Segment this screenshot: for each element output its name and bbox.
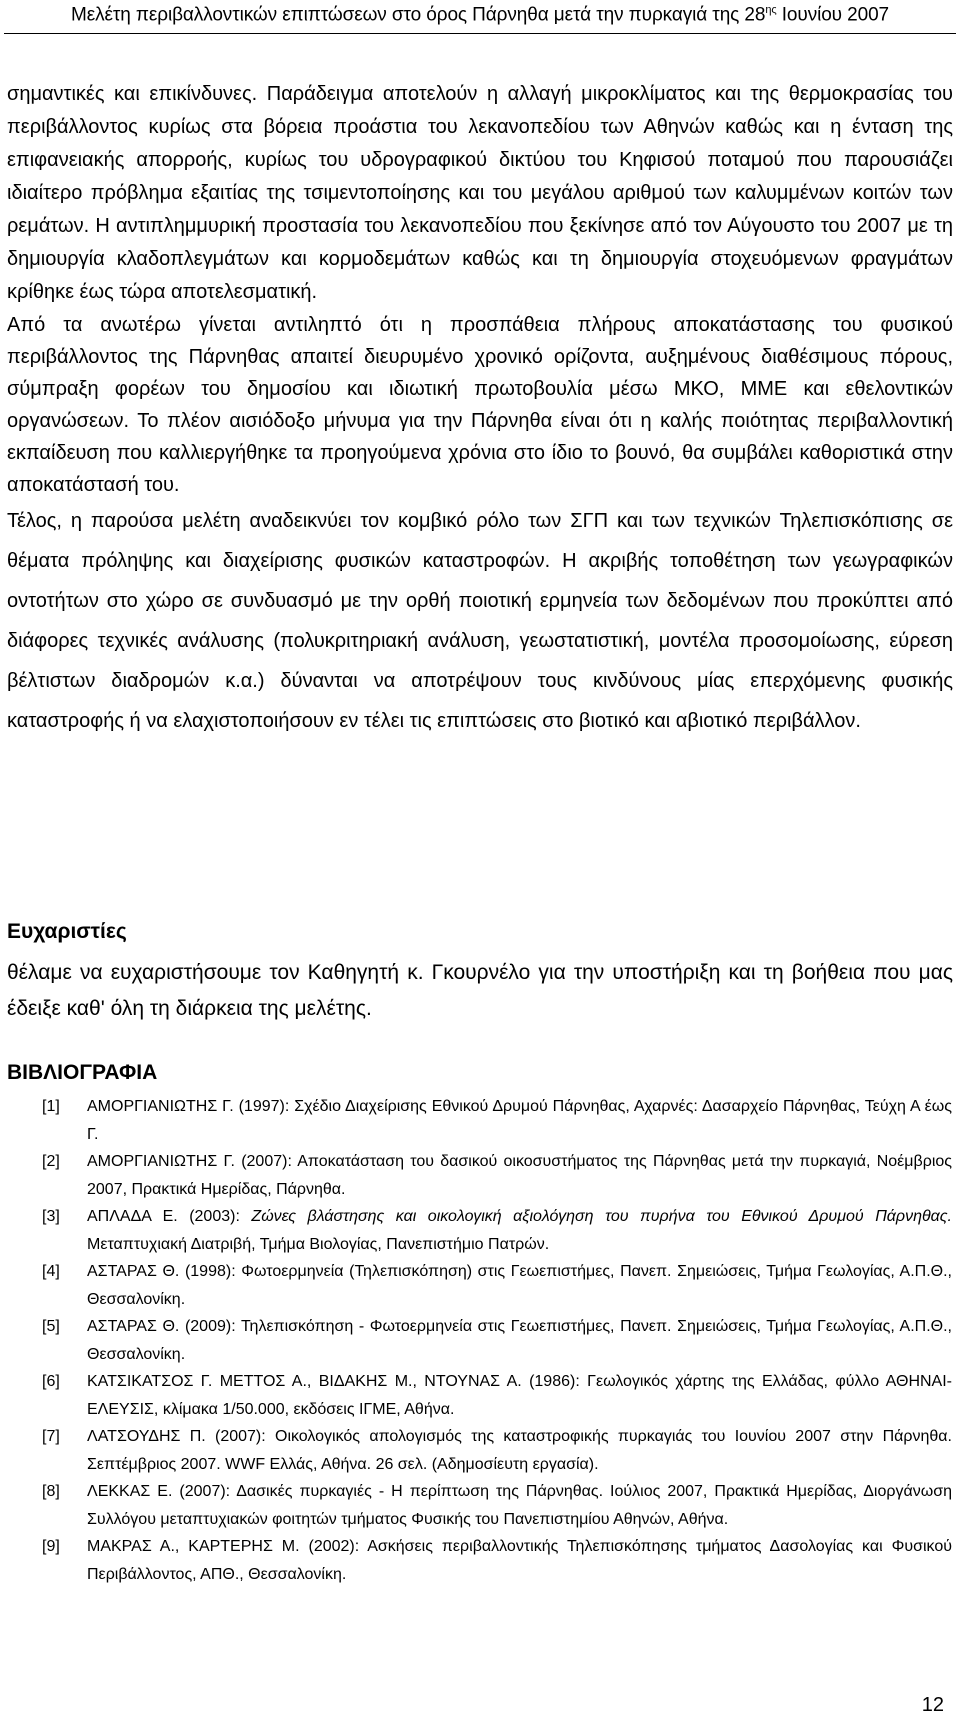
reference-number: [3] xyxy=(42,1208,60,1225)
reference-text: ΜΑΚΡΑΣ Α., ΚΑΡΤΕΡΗΣ Μ. (2002): Ασκήσεις περιβαλλοντικής Τηλεπισκόπησης τμήματος Δασολογίας και Φυσικού Περιβάλλοντος, ΑΠΘ., Θεσσαλονίκη. xyxy=(87,1538,952,1583)
reference-text: ΑΣΤΑΡΑΣ Θ. (2009): Τηλεπισκόπηση - Φωτοερμηνεία στις Γεωεπιστήμες, Πανεπ. Σημειώσεις, Τμήμα Γεωλογίας, Α.Π.Θ., Θεσσαλονίκη. xyxy=(87,1318,952,1363)
page-number: 12 xyxy=(921,1694,944,1716)
reference-title-italic: Ζώνες βλάστησης και οικολογική αξιολόγηση του πυρήνα του Εθνικού Δρυμού Πάρνηθας. xyxy=(251,1208,953,1225)
reference-item xyxy=(0,1368,960,1423)
reference-item xyxy=(0,1258,960,1313)
reference-text: ΑΜΟΡΓΙΑΝΙΩΤΗΣ Γ. (1997): Σχέδιο Διαχείρισης Εθνικού Δρυμού Πάρνηθας, Αχαρνές: Δασαρχείο Πάρνηθας, Τεύχη Α έως Γ. xyxy=(87,1098,952,1143)
reference-number: [4] xyxy=(42,1263,60,1280)
reference-item xyxy=(0,1478,960,1533)
reference-text: ΛΕΚΚΑΣ Ε. (2007): Δασικές πυρκαγιές - Η περίπτωση της Πάρνηθας. Ιούλιος 2007, Πρακτικά Ημερίδας, Διοργάνωση Συλλόγου μεταπτυχιακών φοιτητών τμήματος Φυσικής του Πανεπιστημίου Αθηνών, Αθήνα. xyxy=(87,1483,952,1528)
reference-item xyxy=(0,1533,960,1588)
paragraph-2: Από τα ανωτέρω γίνεται αντιληπτό ότι η προσπάθεια πλήρους αποκατάστασης του φυσικού περιβάλλοντος της Πάρνηθας απαιτεί διευρυμένο χρονικό ορίζοντα, αυξημένους διαθέσιμους πόρους, σύμπραξη φορέων του δημοσίου και ιδιωτική πρωτοβουλία μέσω ΜΚΟ, ΜΜΕ και εθελοντικών οργανώσεων. Το πλέον αισιόδοξο μήνυμα για την Πάρνηθα είναι ότι η καλής ποιότητας περιβαλλοντική εκπαίδευση που καλλιεργήθηκε τα προηγούμενα χρόνια στο ίδιο το βουνό, θα συμβάλει καθοριστικά στην αποκατάστασή του. xyxy=(7,314,953,496)
reference-item xyxy=(0,1093,960,1148)
running-header-title: Μελέτη περιβαλλοντικών επιπτώσεων στο όρος Πάρνηθα μετά την πυρκαγιά της 28 xyxy=(70,4,766,26)
reference-text: ΚΑΤΣΙΚΑΤΣΟΣ Γ. ΜΕΤΤΟΣ Α., ΒΙΔΑΚΗΣ Μ., ΝΤΟΥΝΑΣ Α. (1986): Γεωλογικός χάρτης της Ελλάδας, φύλλο ΑΘΗΝΑΙ-ΕΛΕΥΣΙΣ, κλίμακα 1/50.000, εκδόσεις ΙΓΜΕ, Αθήνα. xyxy=(87,1373,952,1418)
running-header-superscript: ης xyxy=(765,4,777,16)
acknowledgements-paragraph: θέλαμε να ευχαριστήσουμε τον Καθηγητή κ. Γκουρνέλο για την υποστήριξη και τη βοήθεια που μας έδειξε καθ' όλη τη διάρκεια της μελέτης. xyxy=(7,961,953,1020)
reference-text: ΛΑΤΣΟΥΔΗΣ Π. (2007): Οικολογικός απολογισμός της καταστροφικής πυρκαγιάς του Ιουνίου 2007 στην Πάρνηθα. Σεπτέμβριος 2007. WWF Ελλάς, Αθήνα. 26 σελ. (Αδημοσίευτη εργασία). xyxy=(87,1428,952,1473)
reference-text-rest: Μεταπτυχιακή Διατριβή, Τμήμα Βιολογίας, Πανεπιστήμιο Πατρών. xyxy=(87,1235,550,1253)
running-header xyxy=(0,4,960,26)
reference-list xyxy=(0,1093,960,1588)
reference-number: [6] xyxy=(42,1373,60,1390)
reference-text: ΑΣΤΑΡΑΣ Θ. (1998): Φωτοερμηνεία (Τηλεπισκόπηση) στις Γεωεπιστήμες, Πανεπ. Σημειώσεις, Τμήμα Γεωλογίας, Α.Π.Θ., Θεσσαλονίκη. xyxy=(87,1263,952,1308)
running-header-title-end: Ιουνίου 2007 xyxy=(776,4,890,26)
reference-item xyxy=(0,1313,960,1368)
reference-item xyxy=(0,1148,960,1203)
reference-item xyxy=(0,1203,960,1258)
paragraph-3: Τέλος, η παρούσα μελέτη αναδεικνύει τον κομβικό ρόλο των ΣΓΠ και των τεχνικών Τηλεπισκόπισης σε θέματα πρόληψης και διαχείρισης φυσικών καταστροφών. Η ακριβής τοποθέτηση των γεωγραφικών οντοτήτων στο χώρο σε συνδυασμό με την ορθή ποιοτική ερμηνεία των δεδομένων που προκύπτει από διάφορες τεχνικές ανάλυσης (πολυκριτηριακή ανάλυση, γεωστατιστική, μοντέλα προσομοίωσης, εύρεση βέλτιστων διαδρομών κ.α.) δύνανται να αποτρέψουν τους κινδύνους μίας επερχόμενης φυσικής καταστροφής ή να ελαχιστοποιήσουν εν τέλει τις επιπτώσεις στο βιοτικό και αβιοτικό περιβάλλον. xyxy=(7,510,953,732)
reference-number: [2] xyxy=(42,1153,60,1170)
reference-item xyxy=(0,1423,960,1478)
reference-number: [7] xyxy=(42,1428,60,1445)
bibliography-heading: ΒΙΒΛΙΟΓΡΑΦΙΑ xyxy=(7,1061,158,1084)
reference-number: [8] xyxy=(42,1483,60,1500)
reference-text: ΑΠΛΑΔΑ Ε. (2003): xyxy=(87,1208,252,1225)
reference-number: [1] xyxy=(42,1098,60,1115)
header-rule xyxy=(4,33,956,34)
acknowledgements-heading: Ευχαριστίες xyxy=(7,920,127,943)
reference-text: ΑΜΟΡΓΙΑΝΙΩΤΗΣ Γ. (2007): Αποκατάσταση του δασικού οικοσυστήματος της Πάρνηθας μετά την πυρκαγιά, Νοέμβριος 2007, Πρακτικά Ημερίδας, Πάρνηθα. xyxy=(87,1153,952,1198)
paragraph-1: σημαντικές και επικίνδυνες. Παράδειγμα αποτελούν η αλλαγή μικροκλίματος και της θερμοκρασίας του περιβάλλοντος κυρίως στα βόρεια προάστια του λεκανοπεδίου των Αθηνών καθώς και η ένταση της επιφανειακής απορροής, κυρίως του υδρογραφικού δικτύου του Κηφισού ποταμού που παρουσιάζει ιδιαίτερο πρόβλημα εξαιτίας της τσιμεντοποίησης και του μεγάλου αριθμού των καλυμμένων κοιτών των ρεμάτων. Η αντιπλημμυρική προστασία του λεκανοπεδίου που ξεκίνησε από τον Αύγουστο του 2007 με τη δημιουργία κλαδοπλεγμάτων και κορμοδεμάτων καθώς και τη δημιουργία στοχευόμενων φραγμάτων κρίθηκε έως τώρα αποτελεσματική. xyxy=(7,83,953,303)
reference-number: [5] xyxy=(42,1318,60,1335)
main-body xyxy=(7,78,953,741)
acknowledgements-text xyxy=(7,955,953,1027)
reference-number: [9] xyxy=(42,1538,60,1555)
